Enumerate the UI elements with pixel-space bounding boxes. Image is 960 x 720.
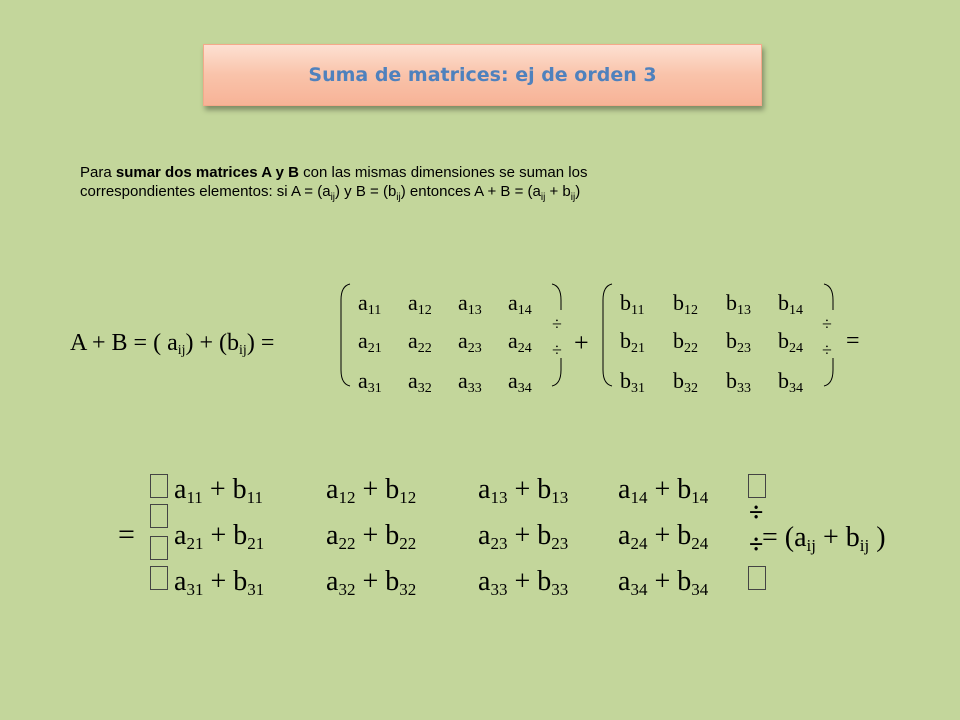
entry-text: + b	[507, 474, 552, 505]
entry-letter: a	[408, 368, 418, 393]
sum-entry	[478, 474, 568, 508]
entry-letter: b	[726, 328, 737, 353]
entry-text: a	[478, 474, 491, 505]
matrix-entry	[778, 368, 803, 397]
entry-index: 13	[490, 488, 508, 507]
slide-title: Suma de matrices: ej de orden 3	[308, 64, 657, 86]
entry-index: 23	[467, 341, 482, 356]
matrix-b-right-bracket	[822, 280, 836, 390]
matrix-entry	[620, 290, 644, 319]
matrix-entry	[458, 328, 482, 357]
entry-index: 32	[417, 381, 432, 396]
entry-index: 13	[737, 303, 751, 318]
missing-glyph-box	[748, 474, 766, 498]
matrix-entry	[620, 328, 645, 357]
sum-entry	[478, 520, 568, 554]
matrix-entry	[726, 290, 751, 319]
entry-letter: a	[358, 328, 368, 353]
entry-index: 31	[367, 381, 382, 396]
entry-text: a	[326, 520, 339, 551]
entry-text: + b	[647, 474, 692, 505]
matrix-entry	[673, 328, 698, 357]
equals-sign: =	[118, 518, 135, 551]
entry-index: 33	[490, 580, 508, 599]
subscript: ij	[859, 536, 870, 555]
entry-text: + b	[203, 566, 248, 597]
matrix-entry	[508, 290, 532, 319]
entry-letter: a	[508, 368, 518, 393]
matrix-entry	[458, 368, 482, 397]
entry-index: 32	[338, 580, 356, 599]
entry-index: 24	[691, 534, 709, 553]
entry-index: 23	[551, 534, 569, 553]
division-sign: ÷	[552, 340, 562, 360]
entry-index: 13	[467, 303, 482, 318]
entry-index: 31	[247, 580, 265, 599]
entry-text: a	[478, 566, 491, 597]
result-text: )	[869, 522, 886, 553]
entry-index: 33	[467, 381, 482, 396]
entry-letter: a	[408, 328, 418, 353]
entry-letter: a	[458, 290, 468, 315]
equals-sign: =	[846, 328, 860, 354]
entry-text: a	[174, 474, 187, 505]
entry-text: a	[326, 474, 339, 505]
entry-index: 14	[789, 303, 803, 318]
entry-text: + b	[355, 520, 400, 551]
sum-entry	[174, 520, 264, 554]
entry-index: 21	[247, 534, 265, 553]
entry-text: + b	[355, 474, 400, 505]
entry-index: 22	[399, 534, 417, 553]
entry-text: a	[618, 520, 631, 551]
entry-text: + b	[647, 520, 692, 551]
subscript: ij	[396, 192, 401, 203]
entry-index: 34	[789, 381, 803, 396]
sum-entry	[618, 566, 708, 600]
subscript: ij	[330, 192, 336, 203]
intro-bold: sumar dos matrices A y B	[115, 164, 299, 181]
entry-letter: b	[620, 290, 631, 315]
entry-index: 31	[186, 580, 204, 599]
entry-text: a	[174, 520, 187, 551]
entry-index: 13	[551, 488, 569, 507]
entry-index: 21	[186, 534, 204, 553]
entry-index: 14	[691, 488, 709, 507]
matrix-entry	[620, 368, 645, 397]
intro-text-part: Para	[80, 164, 116, 181]
matrix-entry	[726, 368, 751, 397]
entry-index: 33	[551, 580, 569, 599]
sum-entry	[326, 520, 416, 554]
entry-index: 23	[490, 534, 508, 553]
matrix-entry	[726, 328, 751, 357]
entry-text: a	[478, 520, 491, 551]
entry-letter: a	[458, 368, 468, 393]
matrix-entry	[508, 328, 532, 357]
entry-index: 11	[631, 303, 645, 318]
entry-letter: b	[778, 368, 789, 393]
intro-text-part: correspondientes elementos: si A = (a	[80, 183, 331, 200]
entry-index: 34	[630, 580, 648, 599]
entry-index: 32	[399, 580, 417, 599]
matrix-entry	[673, 368, 698, 397]
entry-text: a	[174, 566, 187, 597]
division-sign: ÷	[552, 314, 562, 334]
matrix-entry	[358, 290, 381, 319]
entry-letter: a	[358, 368, 368, 393]
result-text: + b	[816, 522, 860, 553]
intro-text-part: ) y B = (b	[335, 183, 397, 200]
sum-entry	[618, 520, 708, 554]
entry-index: 14	[630, 488, 648, 507]
matrix-entry	[778, 290, 803, 319]
entry-letter: b	[620, 368, 631, 393]
sum-entry	[174, 566, 264, 600]
matrix-entry	[358, 328, 382, 357]
intro-text-part: + b	[545, 183, 571, 200]
entry-index: 22	[417, 341, 432, 356]
matrix-entry	[673, 290, 698, 319]
missing-glyph-box	[150, 504, 168, 528]
division-sign: ÷	[822, 314, 832, 334]
entry-index: 22	[684, 341, 698, 356]
entry-index: 11	[246, 488, 263, 507]
entry-text: a	[618, 566, 631, 597]
subscript: ij	[540, 192, 546, 203]
sum-entry	[174, 474, 263, 508]
entry-letter: a	[358, 290, 368, 315]
entry-letter: a	[458, 328, 468, 353]
entry-index: 33	[737, 381, 751, 396]
entry-index: 24	[517, 341, 532, 356]
entry-letter: a	[408, 290, 418, 315]
matrix-entry	[408, 290, 432, 319]
entry-text: + b	[647, 566, 692, 597]
plus-sign: +	[574, 328, 589, 357]
entry-index: 24	[789, 341, 803, 356]
entry-letter: a	[508, 290, 518, 315]
entry-index: 31	[631, 381, 645, 396]
intro-text	[80, 163, 880, 207]
lhs-text: A + B = ( a	[70, 330, 178, 356]
entry-index: 12	[684, 303, 698, 318]
division-sign: ÷	[822, 340, 832, 360]
entry-index: 34	[691, 580, 709, 599]
matrix-entry	[508, 368, 532, 397]
matrix-entry	[408, 368, 432, 397]
entry-letter: b	[778, 290, 789, 315]
entry-letter: b	[726, 290, 737, 315]
entry-letter: b	[620, 328, 631, 353]
intro-text-part: ) entonces A + B = (a	[400, 183, 541, 200]
entry-text: + b	[507, 520, 552, 551]
entry-index: 21	[367, 341, 382, 356]
entry-text: + b	[202, 474, 247, 505]
result-text: = (a	[762, 522, 807, 553]
sum-entry	[326, 566, 416, 600]
matrix-a-right-bracket	[550, 280, 564, 390]
lhs-text: ) + (b	[185, 330, 240, 356]
entry-letter: b	[726, 368, 737, 393]
intro-text-part: )	[575, 183, 581, 200]
entry-index: 12	[417, 303, 432, 318]
missing-glyph-box	[150, 566, 168, 590]
matrix-entry	[458, 290, 482, 319]
result-expression	[762, 522, 886, 556]
subscript: ij	[570, 192, 576, 203]
lhs-text: ) =	[246, 330, 275, 356]
entry-text: + b	[355, 566, 400, 597]
missing-glyph-box	[150, 536, 168, 560]
entry-index: 34	[517, 381, 532, 396]
division-sign: ÷	[749, 530, 764, 559]
subscript: ij	[806, 536, 816, 555]
intro-text-part: con las mismas dimensiones se suman los	[299, 164, 588, 181]
entry-index: 12	[399, 488, 417, 507]
entry-index: 12	[338, 488, 356, 507]
entry-letter: a	[508, 328, 518, 353]
missing-glyph-box	[150, 474, 168, 498]
equation-1-lhs	[70, 330, 274, 359]
entry-index: 22	[338, 534, 356, 553]
entry-text: + b	[507, 566, 552, 597]
subscript: ij	[239, 343, 247, 358]
entry-index: 11	[367, 303, 382, 318]
entry-index: 23	[737, 341, 751, 356]
matrix-entry	[358, 368, 382, 397]
entry-index: 14	[517, 303, 532, 318]
entry-letter: b	[673, 328, 684, 353]
entry-letter: b	[673, 368, 684, 393]
entry-letter: b	[673, 290, 684, 315]
matrix-b-left-bracket	[600, 280, 614, 390]
matrix-entry	[408, 328, 432, 357]
entry-text: a	[618, 474, 631, 505]
entry-text: + b	[203, 520, 248, 551]
title-box	[203, 44, 762, 106]
entry-letter: b	[778, 328, 789, 353]
sum-entry	[478, 566, 568, 600]
matrix-a-left-bracket	[338, 280, 352, 390]
matrix-entry	[778, 328, 803, 357]
entry-index: 32	[684, 381, 698, 396]
entry-index: 11	[186, 488, 203, 507]
division-sign: ÷	[749, 498, 764, 527]
entry-index: 24	[630, 534, 648, 553]
subscript: ij	[177, 343, 186, 358]
entry-index: 21	[631, 341, 645, 356]
sum-entry	[326, 474, 416, 508]
missing-glyph-box	[748, 566, 766, 590]
sum-entry	[618, 474, 708, 508]
entry-text: a	[326, 566, 339, 597]
